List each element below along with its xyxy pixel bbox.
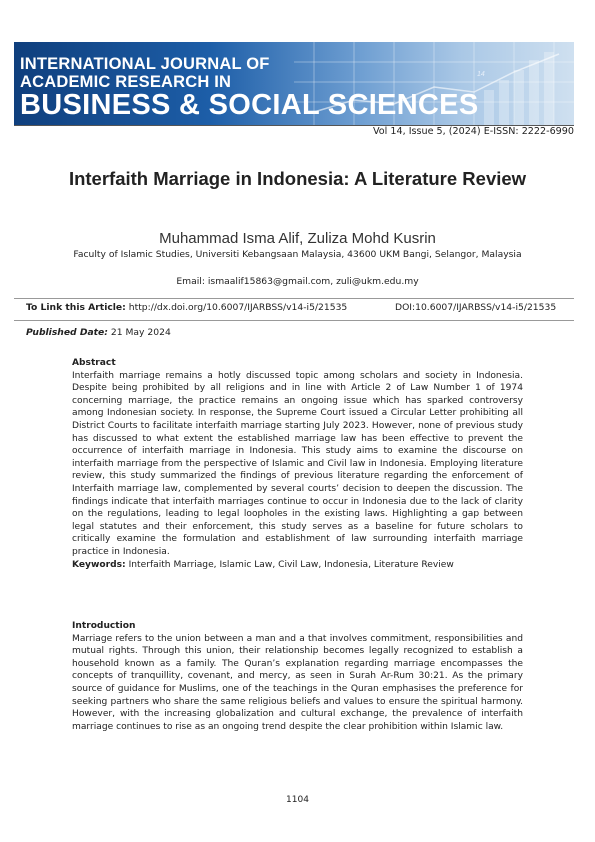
link-bottom-rule (14, 320, 574, 321)
article-link-url[interactable]: http://dx.doi.org/10.6007/IJARBSS/v14-i5/21535 (128, 302, 348, 313)
abstract-heading: Abstract (72, 358, 116, 368)
introduction-section (72, 620, 523, 733)
author-email: Email: ismaalif15863@gmail.com, zuli@ukm.edu.my (176, 276, 419, 287)
abstract-section (72, 357, 523, 571)
introduction-heading: Introduction (72, 621, 136, 631)
published-label: Published Date: (26, 327, 108, 338)
banner-number: 14 (477, 71, 485, 78)
link-top-rule (14, 298, 574, 299)
article-authors: Muhammad Isma Alif, Zuliza Mohd Kusrin (159, 230, 436, 247)
abstract-text: Interfaith marriage remains a hotly discussed topic among scholars and society in Indonesia. Despite being prohibited by all religions and in line with Article 2 of Law Number 1 of 1974 concerning marriage, the practice remains an ongoing issue which has sparked controversy among Indonesian society. In response, the Supreme Court issued a Circular Letter prohibiting all District Courts to facilitate interfaith marriage starting July 2023. However, none of previous study has discussed to what extent the established marriage law has been effective to prevent the occurrence of interfaith marriage in Indonesia. This study aims to examine the discourse on interfaith marriage from the perspective of Islamic and Civil law in Indonesia. Employing literature review, this study summarized the findings of previous literature regarding the enforcement of Interfaith marriage law, complemented by several courts’ decision to deepen the discussion. The findings indicate that interfaith marriages continue to occur in Indonesia due to the lack of clarity on the regulations, leading to legal loopholes in the existing laws. Highlighting a gap between legal statutes and their enforcement, this study serves as a baseline for future scholars to critically examine the formulation and establishment of law surrounding interfaith marriage practice in Indonesia. (72, 370, 523, 557)
keywords-label: Keywords: (72, 559, 126, 570)
introduction-text: Marriage refers to the union between a man and a that involves commitment, responsibilities and mutual rights. Through this union, their relationship becomes legally recognized to establish a household known as a family. The Quran’s explanation regarding marriage encompasses the concepts of tranquillity, covenant, and mercy, as seen in Surah Ar-Rum 30:21. As the primary source of guidance for Muslims, one of the teachings in the Quran emphasises the preference for seeking partners who share the same religious beliefs and values to ensure the spiritual harmony. However, with the increasing globalization and cultural exchange, the prevalence of interfaith marriage continues to rise as an ongoing trend despite the clear prohibition within Islamic law. (72, 633, 523, 732)
banner-title-line3: BUSINESS & SOCIAL SCIENCES (20, 89, 479, 121)
journal-banner (14, 42, 574, 125)
page-number: 1104 (286, 795, 309, 805)
link-label: To Link this Article: (26, 302, 126, 313)
article-title: Interfaith Marriage in Indonesia: A Literature Review (68, 168, 527, 189)
article-doi[interactable]: DOI:10.6007/IJARBSS/v14-i5/21535 (395, 302, 557, 313)
published-date: 21 May 2024 (110, 327, 171, 338)
published-date-row (26, 327, 171, 338)
keywords-row (72, 559, 523, 572)
banner-title-line2: ACADEMIC RESEARCH IN (20, 73, 232, 91)
issue-info: Vol 14, Issue 5, (2024) E-ISSN: 2222-6990 (372, 126, 574, 137)
keywords-text: Interfaith Marriage, Islamic Law, Civil Law, Indonesia, Literature Review (128, 559, 454, 570)
author-affiliation: Faculty of Islamic Studies, Universiti Kebangsaan Malaysia, 43600 UKM Bangi, Selangor, Malaysia (73, 249, 522, 260)
banner-title-line1: INTERNATIONAL JOURNAL OF (20, 55, 270, 73)
